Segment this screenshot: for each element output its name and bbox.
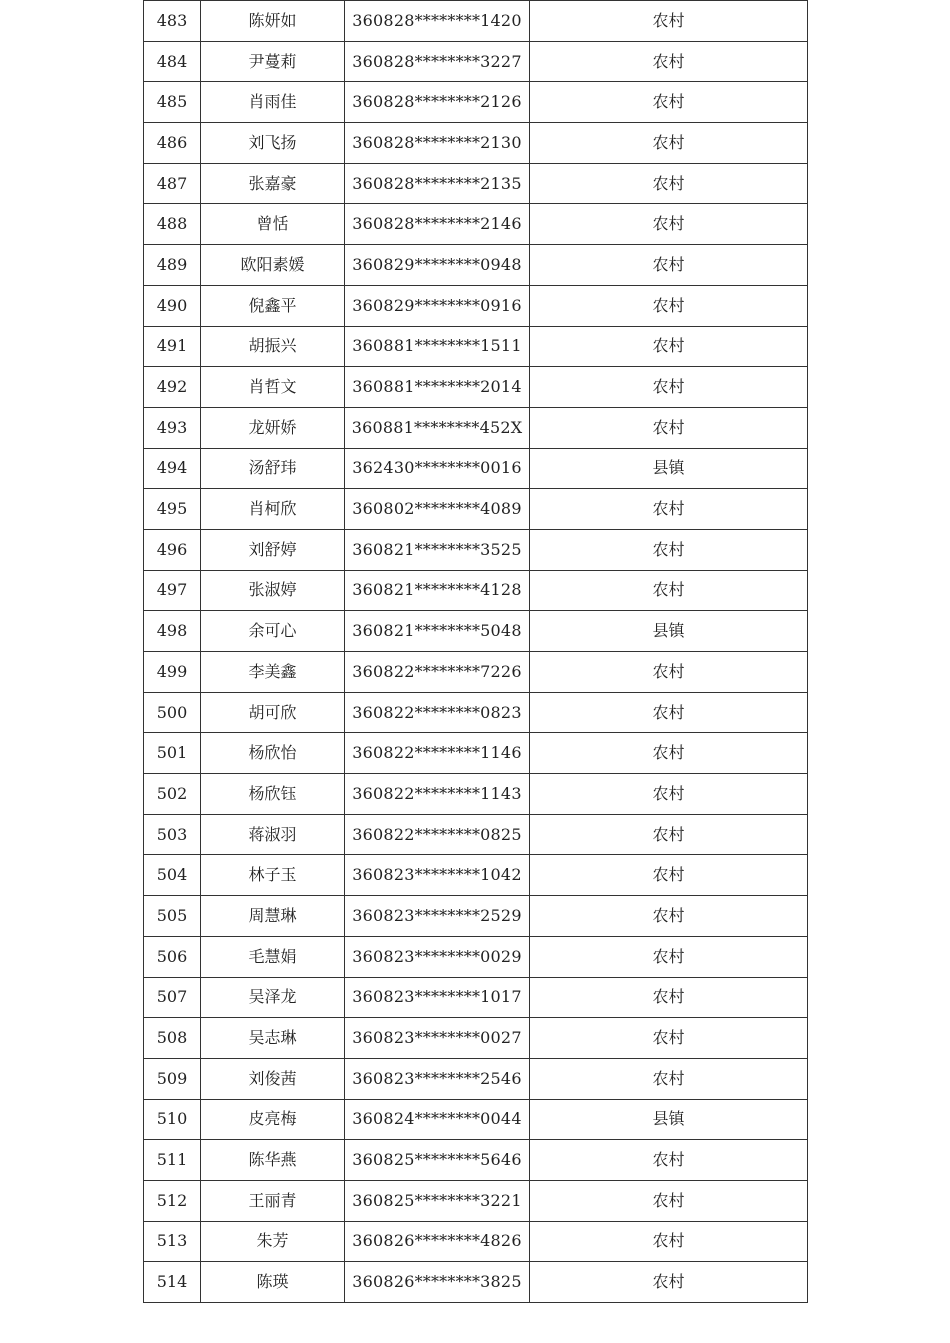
- area-type-cell: 农村: [530, 245, 808, 286]
- id-number-cell: 360881********1511: [345, 326, 530, 367]
- row-number-cell: 491: [144, 326, 201, 367]
- row-number-cell: 512: [144, 1180, 201, 1221]
- row-number-cell: 507: [144, 977, 201, 1018]
- area-type-cell: 农村: [530, 936, 808, 977]
- table-row: [144, 326, 808, 367]
- id-number-cell: 360823********2529: [345, 896, 530, 937]
- id-number-cell: 360823********0027: [345, 1018, 530, 1059]
- table-row: [144, 774, 808, 815]
- table-row: [144, 204, 808, 245]
- student-name-cell: 朱芳: [201, 1221, 345, 1262]
- row-number-cell: 486: [144, 123, 201, 164]
- row-number-cell: 496: [144, 529, 201, 570]
- table-row: [144, 1140, 808, 1181]
- area-type-cell: 农村: [530, 41, 808, 82]
- table-row: [144, 1018, 808, 1059]
- table-row: [144, 163, 808, 204]
- table-row: [144, 367, 808, 408]
- id-number-cell: 360821********5048: [345, 611, 530, 652]
- student-name-cell: 周慧琳: [201, 896, 345, 937]
- student-name-cell: 吴志琳: [201, 1018, 345, 1059]
- table-row: [144, 692, 808, 733]
- table-row: [144, 896, 808, 937]
- id-number-cell: 360829********0916: [345, 285, 530, 326]
- area-type-cell: 农村: [530, 814, 808, 855]
- id-number-cell: 360823********2546: [345, 1058, 530, 1099]
- student-name-cell: 刘飞扬: [201, 123, 345, 164]
- area-type-cell: 农村: [530, 733, 808, 774]
- area-type-cell: 农村: [530, 774, 808, 815]
- area-type-cell: 农村: [530, 204, 808, 245]
- row-number-cell: 514: [144, 1262, 201, 1303]
- id-number-cell: 360826********3825: [345, 1262, 530, 1303]
- table-row: [144, 41, 808, 82]
- area-type-cell: 农村: [530, 82, 808, 123]
- area-type-cell: 农村: [530, 367, 808, 408]
- row-number-cell: 485: [144, 82, 201, 123]
- table-row: [144, 448, 808, 489]
- table-row: [144, 123, 808, 164]
- student-name-cell: 王丽青: [201, 1180, 345, 1221]
- row-number-cell: 497: [144, 570, 201, 611]
- student-name-cell: 胡振兴: [201, 326, 345, 367]
- area-type-cell: 农村: [530, 326, 808, 367]
- id-number-cell: 360822********7226: [345, 652, 530, 693]
- row-number-cell: 504: [144, 855, 201, 896]
- row-number-cell: 493: [144, 407, 201, 448]
- id-number-cell: 360826********4826: [345, 1221, 530, 1262]
- id-number-cell: 360823********1042: [345, 855, 530, 896]
- area-type-cell: 县镇: [530, 611, 808, 652]
- id-number-cell: 360828********1420: [345, 1, 530, 42]
- table-row: [144, 652, 808, 693]
- table-row: [144, 814, 808, 855]
- student-name-cell: 皮亮梅: [201, 1099, 345, 1140]
- row-number-cell: 499: [144, 652, 201, 693]
- id-number-cell: 360828********2135: [345, 163, 530, 204]
- area-type-cell: 农村: [530, 1262, 808, 1303]
- table-row: [144, 1262, 808, 1303]
- table-row: [144, 936, 808, 977]
- id-number-cell: 360881********2014: [345, 367, 530, 408]
- area-type-cell: 农村: [530, 1058, 808, 1099]
- student-name-cell: 吴泽龙: [201, 977, 345, 1018]
- row-number-cell: 513: [144, 1221, 201, 1262]
- table-row: [144, 1, 808, 42]
- id-number-cell: 360828********3227: [345, 41, 530, 82]
- student-name-cell: 肖雨佳: [201, 82, 345, 123]
- table-row: [144, 1221, 808, 1262]
- student-name-cell: 陈瑛: [201, 1262, 345, 1303]
- table-row: [144, 855, 808, 896]
- row-number-cell: 510: [144, 1099, 201, 1140]
- row-number-cell: 506: [144, 936, 201, 977]
- student-name-cell: 杨欣钰: [201, 774, 345, 815]
- row-number-cell: 501: [144, 733, 201, 774]
- id-number-cell: 360825********5646: [345, 1140, 530, 1181]
- student-name-cell: 刘俊茜: [201, 1058, 345, 1099]
- id-number-cell: 362430********0016: [345, 448, 530, 489]
- student-name-cell: 余可心: [201, 611, 345, 652]
- area-type-cell: 农村: [530, 1221, 808, 1262]
- table-row: [144, 570, 808, 611]
- area-type-cell: 农村: [530, 1180, 808, 1221]
- table-row: [144, 82, 808, 123]
- row-number-cell: 511: [144, 1140, 201, 1181]
- id-number-cell: 360824********0044: [345, 1099, 530, 1140]
- area-type-cell: 农村: [530, 896, 808, 937]
- area-type-cell: 农村: [530, 407, 808, 448]
- row-number-cell: 494: [144, 448, 201, 489]
- student-name-cell: 肖哲文: [201, 367, 345, 408]
- id-number-cell: 360821********4128: [345, 570, 530, 611]
- student-name-cell: 毛慧娟: [201, 936, 345, 977]
- table-row: [144, 1180, 808, 1221]
- table-row: [144, 977, 808, 1018]
- row-number-cell: 502: [144, 774, 201, 815]
- student-name-cell: 欧阳素媛: [201, 245, 345, 286]
- area-type-cell: 农村: [530, 692, 808, 733]
- student-name-cell: 龙妍娇: [201, 407, 345, 448]
- id-number-cell: 360822********1143: [345, 774, 530, 815]
- id-number-cell: 360829********0948: [345, 245, 530, 286]
- student-name-cell: 汤舒玮: [201, 448, 345, 489]
- row-number-cell: 488: [144, 204, 201, 245]
- student-name-cell: 杨欣怡: [201, 733, 345, 774]
- area-type-cell: 农村: [530, 529, 808, 570]
- table-row: [144, 407, 808, 448]
- student-name-cell: 陈妍如: [201, 1, 345, 42]
- area-type-cell: 农村: [530, 977, 808, 1018]
- row-number-cell: 484: [144, 41, 201, 82]
- row-number-cell: 503: [144, 814, 201, 855]
- area-type-cell: 农村: [530, 570, 808, 611]
- area-type-cell: 农村: [530, 1140, 808, 1181]
- id-number-cell: 360828********2126: [345, 82, 530, 123]
- id-number-cell: 360825********3221: [345, 1180, 530, 1221]
- row-number-cell: 508: [144, 1018, 201, 1059]
- id-number-cell: 360822********0823: [345, 692, 530, 733]
- student-name-cell: 倪鑫平: [201, 285, 345, 326]
- row-number-cell: 487: [144, 163, 201, 204]
- student-name-cell: 肖柯欣: [201, 489, 345, 530]
- area-type-cell: 农村: [530, 163, 808, 204]
- area-type-cell: 县镇: [530, 448, 808, 489]
- table-row: [144, 245, 808, 286]
- id-number-cell: 360822********1146: [345, 733, 530, 774]
- roster-table-body: [144, 1, 808, 1303]
- area-type-cell: 农村: [530, 1, 808, 42]
- row-number-cell: 490: [144, 285, 201, 326]
- student-name-cell: 刘舒婷: [201, 529, 345, 570]
- row-number-cell: 483: [144, 1, 201, 42]
- table-row: [144, 285, 808, 326]
- area-type-cell: 农村: [530, 652, 808, 693]
- row-number-cell: 489: [144, 245, 201, 286]
- student-name-cell: 陈华燕: [201, 1140, 345, 1181]
- id-number-cell: 360822********0825: [345, 814, 530, 855]
- row-number-cell: 505: [144, 896, 201, 937]
- area-type-cell: 农村: [530, 855, 808, 896]
- student-name-cell: 张嘉豪: [201, 163, 345, 204]
- row-number-cell: 495: [144, 489, 201, 530]
- table-row: [144, 529, 808, 570]
- student-name-cell: 林子玉: [201, 855, 345, 896]
- table-row: [144, 1099, 808, 1140]
- row-number-cell: 498: [144, 611, 201, 652]
- id-number-cell: 360828********2130: [345, 123, 530, 164]
- area-type-cell: 农村: [530, 285, 808, 326]
- student-name-cell: 尹蔓莉: [201, 41, 345, 82]
- student-name-cell: 张淑婷: [201, 570, 345, 611]
- student-name-cell: 李美鑫: [201, 652, 345, 693]
- row-number-cell: 492: [144, 367, 201, 408]
- id-number-cell: 360802********4089: [345, 489, 530, 530]
- table-row: [144, 611, 808, 652]
- roster-table: [143, 0, 808, 1303]
- area-type-cell: 农村: [530, 1018, 808, 1059]
- id-number-cell: 360881********452X: [345, 407, 530, 448]
- id-number-cell: 360828********2146: [345, 204, 530, 245]
- row-number-cell: 509: [144, 1058, 201, 1099]
- table-row: [144, 1058, 808, 1099]
- table-row: [144, 489, 808, 530]
- student-name-cell: 蒋淑羽: [201, 814, 345, 855]
- id-number-cell: 360823********0029: [345, 936, 530, 977]
- area-type-cell: 农村: [530, 489, 808, 530]
- id-number-cell: 360821********3525: [345, 529, 530, 570]
- area-type-cell: 农村: [530, 123, 808, 164]
- table-row: [144, 733, 808, 774]
- row-number-cell: 500: [144, 692, 201, 733]
- area-type-cell: 县镇: [530, 1099, 808, 1140]
- student-name-cell: 曾恬: [201, 204, 345, 245]
- id-number-cell: 360823********1017: [345, 977, 530, 1018]
- student-name-cell: 胡可欣: [201, 692, 345, 733]
